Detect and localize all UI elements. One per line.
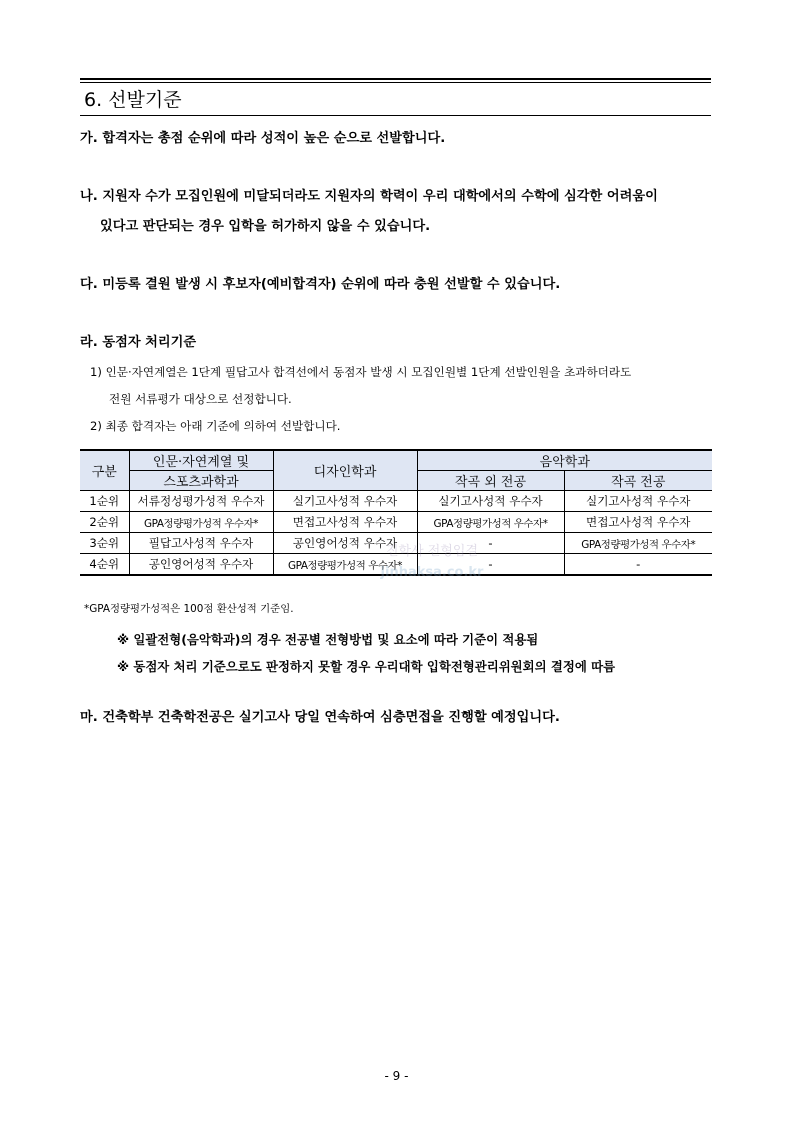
cell-music-composition: 실기고사성적 우수자: [564, 491, 712, 512]
cell-humanities: 공인영어성적 우수자: [129, 554, 273, 576]
header-music: 음악학과: [417, 450, 712, 471]
cell-music-other: -: [417, 554, 564, 576]
section-header: [80, 78, 711, 116]
cell-music-other: -: [417, 533, 564, 554]
header-rule-thin: [80, 82, 711, 83]
cell-rank: 4순위: [80, 554, 129, 576]
paragraph-na-line1: 나. 지원자 수가 모집인원에 미달되더라도 지원자의 학력이 우리 대학에서의 수학에 심각한 어려움이: [80, 189, 658, 204]
header-rank: 구분: [80, 450, 129, 491]
tiebreak-rule-2: 2) 최종 합격자는 아래 기준에 의하여 선발합니다.: [90, 419, 341, 433]
table-footnote: *GPA정량평가성적은 100점 환산성적 기준임.: [84, 603, 294, 615]
page-number: - 9 -: [384, 1069, 409, 1083]
note-music-admission: ※ 일괄전형(음악학과)의 경우 전공별 전형방법 및 요소에 따라 기준이 적용됨: [117, 632, 539, 647]
cell-humanities: GPA정량평가성적 우수자*: [129, 512, 273, 533]
cell-music-composition: GPA정량평가성적 우수자*: [564, 533, 712, 554]
watermark-text-line1: 진학사 전형입결: [385, 544, 479, 559]
header-rule-bottom: [80, 115, 711, 116]
cell-humanities: 서류정성평가성적 우수자: [129, 491, 273, 512]
table-row: [80, 491, 712, 512]
cell-design: GPA정량평가성적 우수자*: [273, 554, 417, 576]
cell-music-other: GPA정량평가성적 우수자*: [417, 512, 564, 533]
cell-design: 실기고사성적 우수자: [273, 491, 417, 512]
header-music-other: 작곡 외 전공: [417, 471, 564, 491]
watermark-logo: [372, 538, 492, 583]
table-row: [80, 512, 712, 533]
cell-rank: 3순위: [80, 533, 129, 554]
cell-design: 공인영어성적 우수자: [273, 533, 417, 554]
header-humanities-line1: 인문·자연계열 및: [129, 450, 273, 471]
table-header-row: [80, 450, 712, 471]
cell-rank: 1순위: [80, 491, 129, 512]
tiebreak-rule-1-line2: 전원 서류평가 대상으로 선정합니다.: [109, 392, 292, 406]
cell-music-composition: 면접고사성적 우수자: [564, 512, 712, 533]
cell-design: 면접고사성적 우수자: [273, 512, 417, 533]
cell-humanities: 필답고사성적 우수자: [129, 533, 273, 554]
header-music-composition: 작곡 전공: [564, 471, 712, 491]
paragraph-na-line2: 있다고 판단되는 경우 입학을 허가하지 않을 수 있습니다.: [100, 219, 431, 234]
cell-rank: 2순위: [80, 512, 129, 533]
cell-music-composition: -: [564, 554, 712, 576]
note-committee-decision: ※ 동점자 처리 기준으로도 판정하지 못할 경우 우리대학 입학전형관리위원회의 결정에 따름: [117, 659, 616, 674]
header-design: 디자인학과: [273, 450, 417, 491]
header-humanities-line2: 스포츠과학과: [129, 471, 273, 491]
paragraph-da: 다. 미등록 결원 발생 시 후보자(예비합격자) 순위에 따라 충원 선발할 수 있습니다.: [80, 277, 561, 292]
tiebreak-rule-1-line1: 1) 인문·자연계열은 1단계 필답고사 합격선에서 동점자 발생 시 모집인원별 1단계 선발인원을 초과하더라도: [90, 365, 632, 379]
paragraph-ra-heading: 라. 동점자 처리기준: [80, 335, 197, 350]
header-rule-thick: [80, 78, 711, 80]
cell-music-other: 실기고사성적 우수자: [417, 491, 564, 512]
paragraph-ga: 가. 합격자는 총점 순위에 따라 성적이 높은 순으로 선발합니다.: [80, 131, 446, 146]
watermark-text-line2: jinhaksa.co.kr: [380, 565, 484, 580]
paragraph-ma: 마. 건축학부 건축학전공은 실기고사 당일 연속하여 심층면접을 진행할 예정입니다.: [80, 710, 560, 725]
section-title: 6. 선발기준: [84, 89, 182, 111]
